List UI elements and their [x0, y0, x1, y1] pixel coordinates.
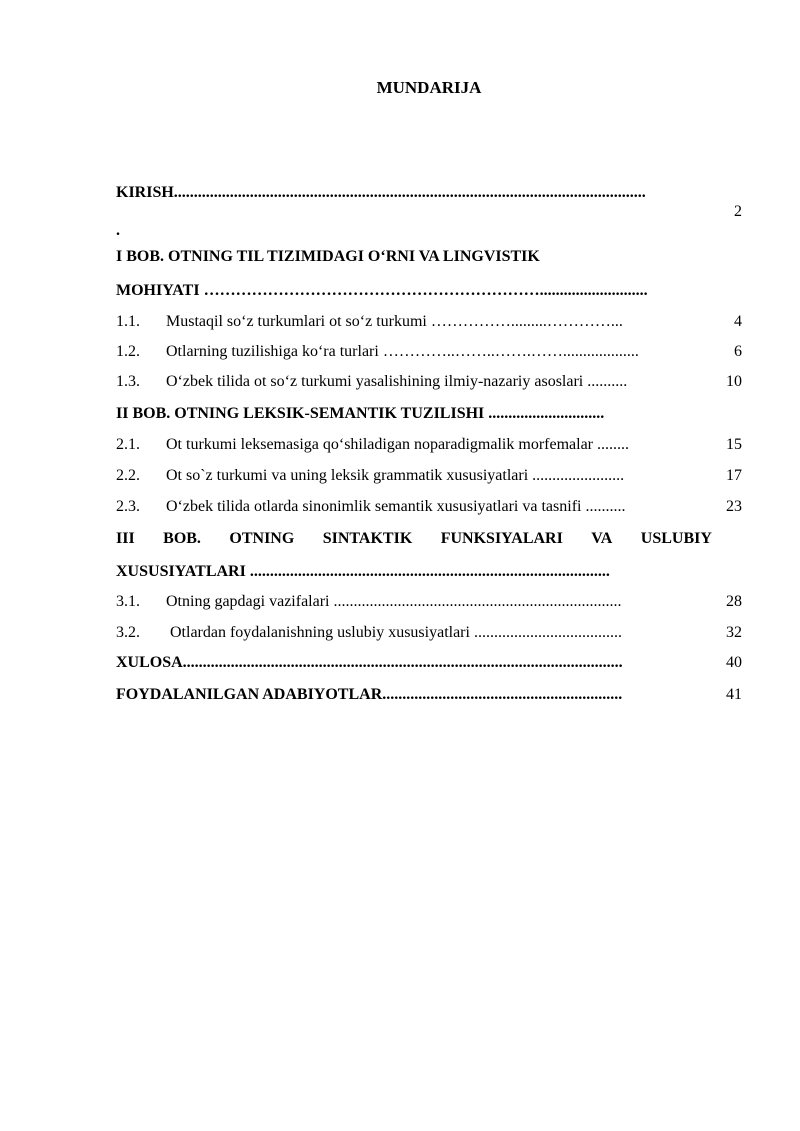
toc-conclusion[interactable]: XULOSA.............................................................................................................. 40	[116, 654, 742, 671]
toc-intro-label: KIRISH	[116, 184, 174, 201]
toc-intro-page-row	[116, 201, 742, 223]
toc-chapter-3-title-cont[interactable]: XUSUSIYATLARI ..........................................................................................	[116, 563, 610, 580]
toc-item-2-2[interactable]: 2.2. Ot so`z turkumi va uning leksik grammatik xususiyatlari ....................... 17	[116, 467, 742, 484]
toc-item-1-3[interactable]: 1.3. O‘zbek tilida ot so‘z turkumi yasalishining ilmiy-nazariy asoslari .......... 10	[116, 373, 742, 390]
toc-item-3-2[interactable]: 3.2. Otlardan foydalanishning uslubiy xususiyatlari ..................................... 32	[116, 624, 742, 641]
toc-item-2-1[interactable]: 2.1. Ot turkumi leksemasiga qo‘shiladigan noparadigmalik morfemalar ........ 15	[116, 436, 742, 453]
toc-item-3-1[interactable]: 3.1. Otning gapdagi vazifalari ........................................................................ 28	[116, 593, 742, 610]
toc-intro-page: 2	[734, 203, 742, 220]
toc-chapter-1-title[interactable]: I BOB. OTNING TIL TIZIMIDAGI O‘RNI VA LINGVISTIK	[116, 248, 540, 265]
toc-chapter-3-title[interactable]: III BOB. OTNING SINTAKTIK FUNKSIYALARI VA USLUBIY	[116, 530, 712, 547]
page-title: MUNDARIJA	[376, 78, 482, 97]
toc-references[interactable]: FOYDALANILGAN ADABIYOTLAR............................................................ 41	[116, 686, 742, 703]
toc-chapter-2-title[interactable]: II BOB. OTNING LEKSIK-SEMANTIK TUZILISHI .............................	[116, 405, 605, 422]
toc-intro-trail: .	[116, 222, 120, 239]
toc-chapter-1-title-cont[interactable]: MOHIYATI ………………………………………………………...........................	[116, 282, 648, 299]
toc-item-1-2[interactable]: 1.2. Otlarning tuzilishiga ko‘ra turlari …………..……..…….……................... 6	[116, 343, 742, 360]
toc-intro-dots: ......................................................................................................................	[173, 184, 646, 201]
toc-item-2-3[interactable]: 2.3. O‘zbek tilida otlarda sinonimlik semantik xususiyatlari va tasnifi .......... 23	[116, 498, 742, 515]
toc-item-1-1[interactable]: 1.1. Mustaqil so‘z turkumlari ot so‘z turkumi …………….........…………... 4	[116, 313, 742, 330]
